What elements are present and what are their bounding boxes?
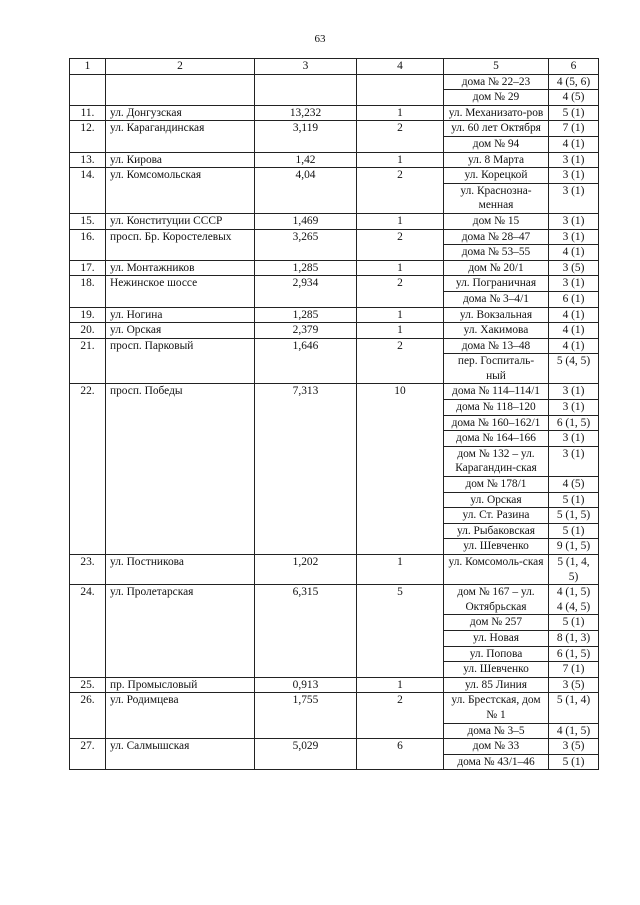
- street-name: ул. Ногина: [106, 307, 255, 323]
- street-name: [106, 74, 255, 105]
- column-header: 2: [106, 59, 255, 75]
- value-cell: 7 (1): [549, 121, 599, 137]
- location-cell: дома № 164–166: [444, 431, 549, 447]
- row-number: 18.: [70, 276, 106, 307]
- length-value: 4,04: [255, 168, 357, 214]
- location-cell: дом № 132 – ул. Карагандин-ская: [444, 446, 549, 476]
- value-cell: 5 (1): [549, 523, 599, 539]
- street-name: ул. Комсомольская: [106, 168, 255, 214]
- row-number: 19.: [70, 307, 106, 323]
- table-row: [70, 384, 599, 400]
- location-cell: ул. Новая: [444, 630, 549, 646]
- row-number: 23.: [70, 555, 106, 585]
- street-name: ул. Монтажников: [106, 260, 255, 276]
- count-value: 1: [357, 677, 444, 693]
- location-cell: ул. Орская: [444, 492, 549, 508]
- count-value: 6: [357, 739, 444, 770]
- value-cell: 8 (1, 3): [549, 630, 599, 646]
- length-value: 1,42: [255, 152, 357, 168]
- value-cell: 5 (1): [549, 492, 599, 508]
- row-number: 20.: [70, 323, 106, 339]
- table-row: [70, 677, 599, 693]
- row-number: 22.: [70, 384, 106, 555]
- row-number: 26.: [70, 693, 106, 739]
- street-name: просп. Бр. Коростелевых: [106, 229, 255, 260]
- street-name: просп. Парковый: [106, 338, 255, 384]
- location-cell: пер. Госпиталь-ный: [444, 354, 549, 384]
- table-row: [70, 739, 599, 755]
- street-name: пр. Промысловый: [106, 677, 255, 693]
- location-cell: дом № 15: [444, 213, 549, 229]
- location-cell: ул. Рыбаковская: [444, 523, 549, 539]
- column-header: 3: [255, 59, 357, 75]
- location-cell: ул. Брестская, дом № 1: [444, 693, 549, 723]
- location-cell: дом № 257: [444, 615, 549, 631]
- location-cell: дома № 53–55: [444, 245, 549, 261]
- count-value: 2: [357, 276, 444, 307]
- header-row: [70, 59, 599, 75]
- value-cell: 3 (1): [549, 384, 599, 400]
- location-cell: дома № 22–23: [444, 74, 549, 90]
- street-name: Нежинское шоссе: [106, 276, 255, 307]
- value-cell: 4 (5): [549, 90, 599, 106]
- value-cell: 3 (1): [549, 446, 599, 476]
- value-cell: 4 (1): [549, 323, 599, 339]
- count-value: 1: [357, 260, 444, 276]
- table-body: [70, 74, 599, 770]
- location-cell: ул. Хакимова: [444, 323, 549, 339]
- table-row: [70, 555, 599, 585]
- value-cell: 4 (1): [549, 245, 599, 261]
- length-value: 1,285: [255, 307, 357, 323]
- value-cell: 5 (1): [549, 615, 599, 631]
- table-row: [70, 168, 599, 184]
- table-row: [70, 307, 599, 323]
- value-cell: 3 (1): [549, 229, 599, 245]
- row-number: 25.: [70, 677, 106, 693]
- value-cell: 3 (1): [549, 276, 599, 292]
- length-value: 1,285: [255, 260, 357, 276]
- row-number: 16.: [70, 229, 106, 260]
- value-cell: 3 (1): [549, 183, 599, 213]
- table-row: [70, 213, 599, 229]
- count-value: 1: [357, 213, 444, 229]
- street-name: ул. Орская: [106, 323, 255, 339]
- table-row: [70, 74, 599, 90]
- value-cell: 5 (1, 5): [549, 508, 599, 524]
- location-cell: ул. 60 лет Октября: [444, 121, 549, 137]
- street-name: ул. Пролетарская: [106, 585, 255, 678]
- table-row: [70, 693, 599, 723]
- count-value: 5: [357, 585, 444, 678]
- row-number: 11.: [70, 105, 106, 121]
- location-cell: ул. 85 Линия: [444, 677, 549, 693]
- value-cell: 3 (5): [549, 677, 599, 693]
- length-value: 3,119: [255, 121, 357, 152]
- street-name: ул. Карагандинская: [106, 121, 255, 152]
- row-number: 24.: [70, 585, 106, 678]
- location-cell: ул. Краснозна-менная: [444, 183, 549, 213]
- row-number: 21.: [70, 338, 106, 384]
- value-cell: 4 (1): [549, 338, 599, 354]
- length-value: 1,646: [255, 338, 357, 384]
- location-cell: дом № 167 – ул. Октябрьская: [444, 585, 549, 615]
- location-cell: дом № 94: [444, 136, 549, 152]
- street-name: ул. Донгузская: [106, 105, 255, 121]
- location-cell: ул. Шевченко: [444, 539, 549, 555]
- length-value: 2,379: [255, 323, 357, 339]
- length-value: 2,934: [255, 276, 357, 307]
- page-number: 63: [314, 33, 326, 45]
- value-cell: 4 (1, 5) 4 (4, 5): [549, 585, 599, 615]
- value-cell: 3 (5): [549, 260, 599, 276]
- location-cell: ул. Комсомоль-ская: [444, 555, 549, 585]
- table-row: [70, 585, 599, 615]
- location-cell: ул. Шевченко: [444, 662, 549, 678]
- location-cell: дома № 3–4/1: [444, 291, 549, 307]
- location-cell: ул. Вокзальная: [444, 307, 549, 323]
- location-cell: дом № 178/1: [444, 477, 549, 493]
- value-cell: 5 (1): [549, 105, 599, 121]
- street-name: просп. Победы: [106, 384, 255, 555]
- value-cell: 4 (5, 6): [549, 74, 599, 90]
- location-cell: ул. 8 Марта: [444, 152, 549, 168]
- row-number: 13.: [70, 152, 106, 168]
- table-row: [70, 323, 599, 339]
- count-value: [357, 74, 444, 105]
- length-value: 1,755: [255, 693, 357, 739]
- count-value: 2: [357, 338, 444, 384]
- location-cell: дома № 160–162/1: [444, 415, 549, 431]
- data-table: [69, 58, 599, 770]
- value-cell: 3 (5): [549, 739, 599, 755]
- length-value: 0,913: [255, 677, 357, 693]
- value-cell: 3 (1): [549, 168, 599, 184]
- value-cell: 5 (4, 5): [549, 354, 599, 384]
- street-name: ул. Кирова: [106, 152, 255, 168]
- value-cell: 3 (1): [549, 213, 599, 229]
- value-cell: 3 (1): [549, 431, 599, 447]
- length-value: [255, 74, 357, 105]
- count-value: 1: [357, 105, 444, 121]
- length-value: 5,029: [255, 739, 357, 770]
- length-value: 13,232: [255, 105, 357, 121]
- value-cell: 6 (1): [549, 291, 599, 307]
- location-cell: дома № 118–120: [444, 400, 549, 416]
- column-header: 1: [70, 59, 106, 75]
- location-cell: ул. Корецкой: [444, 168, 549, 184]
- value-cell: 6 (1, 5): [549, 415, 599, 431]
- count-value: 1: [357, 555, 444, 585]
- length-value: 6,315: [255, 585, 357, 678]
- value-cell: 4 (5): [549, 477, 599, 493]
- location-cell: дома № 114–114/1: [444, 384, 549, 400]
- column-header: 5: [444, 59, 549, 75]
- value-cell: 7 (1): [549, 662, 599, 678]
- table-row: [70, 260, 599, 276]
- location-cell: ул. Пограничная: [444, 276, 549, 292]
- count-value: 2: [357, 693, 444, 739]
- location-cell: дом № 33: [444, 739, 549, 755]
- table-row: [70, 121, 599, 137]
- row-number: 17.: [70, 260, 106, 276]
- length-value: 3,265: [255, 229, 357, 260]
- value-cell: 3 (1): [549, 400, 599, 416]
- value-cell: 6 (1, 5): [549, 646, 599, 662]
- street-name: ул. Конституции СССР: [106, 213, 255, 229]
- street-name: ул. Салмышская: [106, 739, 255, 770]
- value-cell: 4 (1, 5): [549, 723, 599, 739]
- row-number: 27.: [70, 739, 106, 770]
- length-value: 1,469: [255, 213, 357, 229]
- count-value: 2: [357, 168, 444, 214]
- location-cell: дом № 20/1: [444, 260, 549, 276]
- table-row: [70, 338, 599, 354]
- value-cell: 5 (1): [549, 754, 599, 770]
- table-row: [70, 105, 599, 121]
- count-value: 1: [357, 307, 444, 323]
- length-value: 7,313: [255, 384, 357, 555]
- value-cell: 9 (1, 5): [549, 539, 599, 555]
- street-name: ул. Постникова: [106, 555, 255, 585]
- location-cell: дома № 28–47: [444, 229, 549, 245]
- column-header: 6: [549, 59, 599, 75]
- row-number: 12.: [70, 121, 106, 152]
- row-number: 14.: [70, 168, 106, 214]
- length-value: 1,202: [255, 555, 357, 585]
- table-row: [70, 276, 599, 292]
- location-cell: дома № 3–5: [444, 723, 549, 739]
- table-row: [70, 229, 599, 245]
- table-row: [70, 152, 599, 168]
- count-value: 2: [357, 229, 444, 260]
- row-number: [70, 74, 106, 105]
- count-value: 10: [357, 384, 444, 555]
- location-cell: ул. Механизато-ров: [444, 105, 549, 121]
- value-cell: 4 (1): [549, 136, 599, 152]
- value-cell: 5 (1, 4): [549, 693, 599, 723]
- location-cell: дома № 13–48: [444, 338, 549, 354]
- location-cell: дома № 43/1–46: [444, 754, 549, 770]
- count-value: 2: [357, 121, 444, 152]
- value-cell: 3 (1): [549, 152, 599, 168]
- row-number: 15.: [70, 213, 106, 229]
- count-value: 1: [357, 152, 444, 168]
- count-value: 1: [357, 323, 444, 339]
- street-name: ул. Родимцева: [106, 693, 255, 739]
- value-cell: 5 (1, 4, 5): [549, 555, 599, 585]
- location-cell: ул. Попова: [444, 646, 549, 662]
- location-cell: ул. Ст. Разина: [444, 508, 549, 524]
- value-cell: 4 (1): [549, 307, 599, 323]
- location-cell: дом № 29: [444, 90, 549, 106]
- column-header: 4: [357, 59, 444, 75]
